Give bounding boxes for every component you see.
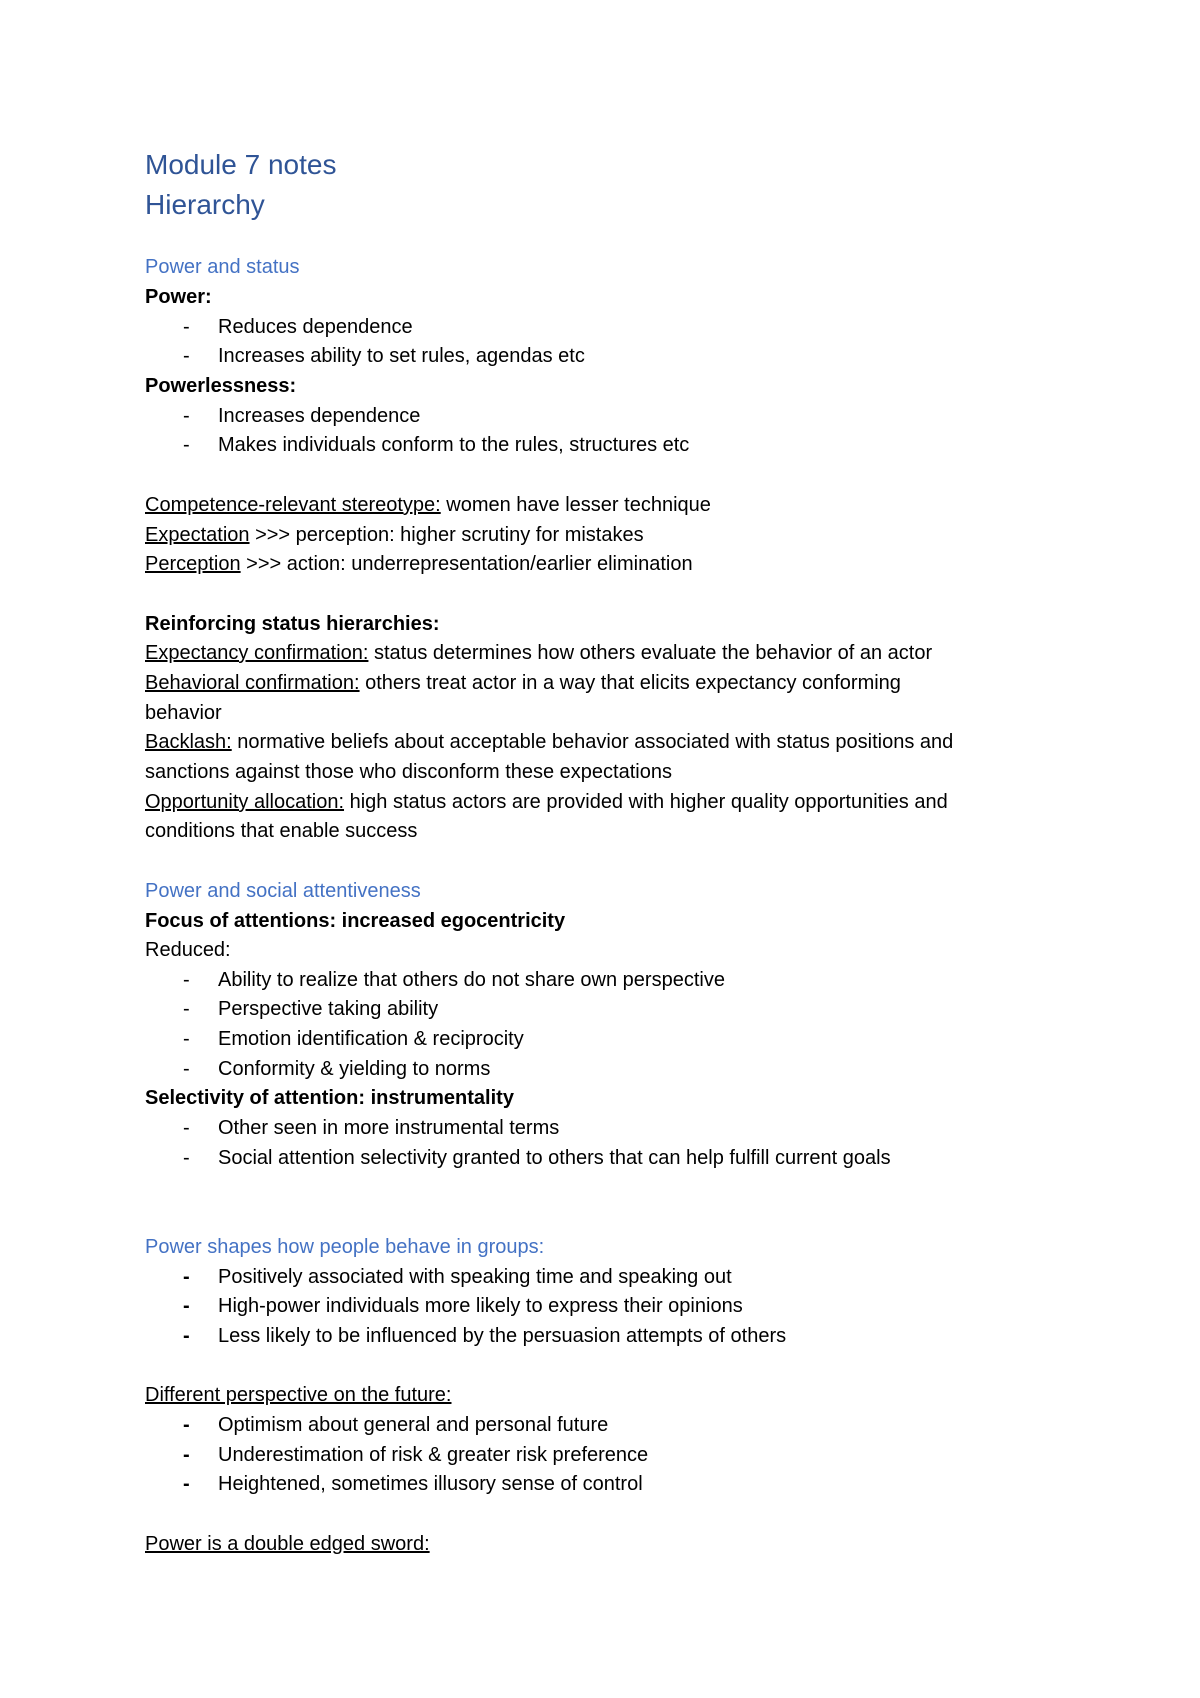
definition: women have lesser technique xyxy=(440,494,711,516)
bullet-dash: - xyxy=(183,1058,190,1080)
bullet-dash: - xyxy=(183,1147,190,1169)
list-item: Ability to realize that others do not share own perspective xyxy=(218,969,725,991)
list-item: Other seen in more instrumental terms xyxy=(218,1117,560,1139)
reduced-label: Reduced: xyxy=(145,939,231,961)
future-heading: Different perspective on the future: xyxy=(145,1384,452,1406)
definition: >>> action: underrepresentation/earlier elimination xyxy=(240,553,693,575)
behavioral-line xyxy=(145,670,901,696)
bullet-dash: - xyxy=(183,1028,190,1050)
expectancy-line xyxy=(145,640,932,666)
term: Backlash: xyxy=(145,731,232,753)
bullet-dash: - xyxy=(183,1117,190,1139)
document-subtitle: Hierarchy xyxy=(145,189,265,220)
term: Expectation xyxy=(145,524,250,546)
bullet-dash: - xyxy=(183,1295,190,1317)
list-item: Heightened, sometimes illusory sense of control xyxy=(218,1473,643,1495)
definition: others treat actor in a way that elicits expectancy conforming xyxy=(359,672,901,694)
focus-heading: Focus of attentions: increased egocentricity xyxy=(145,910,566,932)
section-heading-attentiveness: Power and social attentiveness xyxy=(145,880,421,902)
bullet-dash: - xyxy=(183,1473,190,1495)
list-item: Underestimation of risk & greater risk preference xyxy=(218,1444,649,1466)
bullet-dash: - xyxy=(183,1325,190,1347)
list-item: Positively associated with speaking time and speaking out xyxy=(218,1266,732,1288)
document-title: Module 7 notes xyxy=(145,149,337,180)
list-item: Social attention selectivity granted to others that can help fulfill current goals xyxy=(218,1147,891,1169)
list-item: Increases ability to set rules, agendas etc xyxy=(218,345,585,367)
list-item: High-power individuals more likely to express their opinions xyxy=(218,1295,743,1317)
backlash-line-cont: sanctions against those who disconform these expectations xyxy=(145,761,672,783)
definition: status determines how others evaluate the behavior of an actor xyxy=(368,642,933,664)
bullet-dash: - xyxy=(183,434,190,456)
bullet-dash: - xyxy=(183,1266,190,1288)
opportunity-line-cont: conditions that enable success xyxy=(145,820,418,842)
list-item: Optimism about general and personal future xyxy=(218,1414,609,1436)
bullet-dash: - xyxy=(183,405,190,427)
list-item: Reduces dependence xyxy=(218,316,413,338)
expectation-line xyxy=(145,522,644,548)
list-item: Increases dependence xyxy=(218,405,421,427)
list-item: Less likely to be influenced by the persuasion attempts of others xyxy=(218,1325,787,1347)
section-heading-groups: Power shapes how people behave in groups: xyxy=(145,1236,545,1258)
stereotype-line xyxy=(145,492,711,518)
list-item: Perspective taking ability xyxy=(218,998,439,1020)
list-item: Emotion identification & reciprocity xyxy=(218,1028,524,1050)
section-heading-power-status: Power and status xyxy=(145,256,300,278)
term: Expectancy confirmation: xyxy=(145,642,369,664)
power-label: Power: xyxy=(145,286,212,308)
sword-heading: Power is a double edged sword: xyxy=(145,1533,430,1555)
bullet-dash: - xyxy=(183,345,190,367)
definition: >>> perception: higher scrutiny for mistakes xyxy=(249,524,644,546)
powerlessness-label: Powerlessness: xyxy=(145,375,297,397)
reinforcing-heading: Reinforcing status hierarchies: xyxy=(145,613,440,635)
opportunity-line xyxy=(145,789,948,815)
term: Competence-relevant stereotype: xyxy=(145,494,441,516)
definition: normative beliefs about acceptable behavior associated with status positions and xyxy=(231,731,954,753)
bullet-dash: - xyxy=(183,1414,190,1436)
backlash-line xyxy=(145,729,953,755)
bullet-dash: - xyxy=(183,1444,190,1466)
bullet-dash: - xyxy=(183,316,190,338)
term: Opportunity allocation: xyxy=(145,791,345,813)
bullet-dash: - xyxy=(183,969,190,991)
perception-line xyxy=(145,551,693,577)
term: Behavioral confirmation: xyxy=(145,672,360,694)
bullet-dash: - xyxy=(183,998,190,1020)
definition: high status actors are provided with higher quality opportunities and xyxy=(344,791,948,813)
behavioral-line-cont: behavior xyxy=(145,702,222,724)
list-item: Makes individuals conform to the rules, structures etc xyxy=(218,434,690,456)
term: Perception xyxy=(145,553,241,575)
selectivity-heading: Selectivity of attention: instrumentality xyxy=(145,1087,514,1109)
list-item: Conformity & yielding to norms xyxy=(218,1058,491,1080)
